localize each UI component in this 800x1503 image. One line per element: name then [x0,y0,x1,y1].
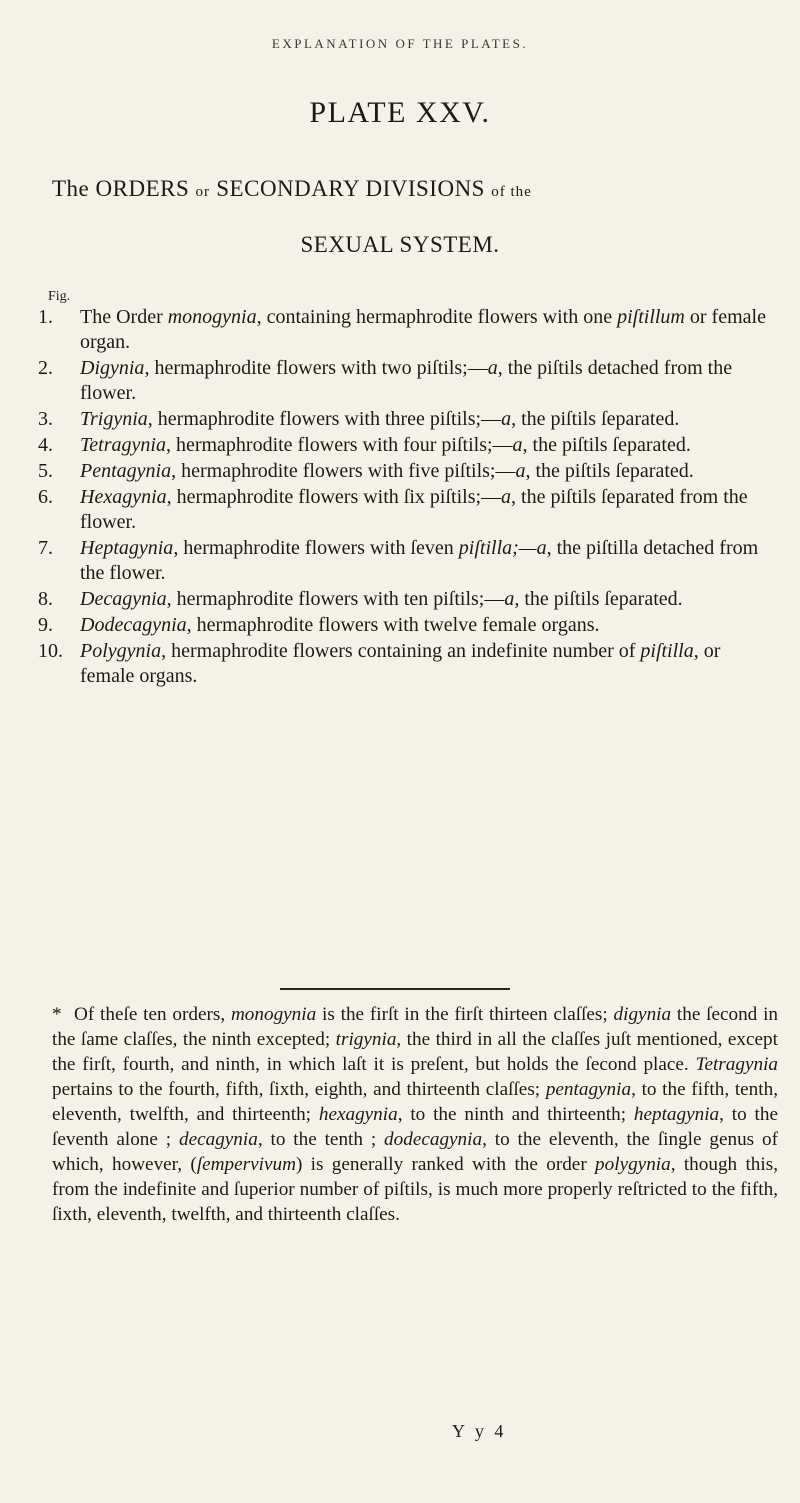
entry-number: 1. [38,306,53,328]
footnote: * Of theſe ten orders, monogynia is the firſt in the firſt thirteen claſſes; digynia the ſecond in the ſame claſſes, the ninth excepted; trigynia, the third in all the claſſes juſt mentioned, except the firſt, fourth, and ninth, in which laſt it is preſent, but holds the ſecond place. Tetragynia pertains to the fourth, fifth, ſixth, eighth, and thirteenth claſſes; pentagynia, to the fifth, tenth, eleventh, twelfth, and thirteenth; hexagynia, to the ninth and thirteenth; heptagynia, to the ſeventh alone ; decagynia, to the tenth ; dodecagynia, to the eleventh, the ſingle genus of which, however, (ſempervivum) is generally ranked with the order polygynia, though this, from the indefinite and ſuperior number of piſtils, is much more properly reſtricted to the fifth, ſixth, eleventh, twelfth, and thirteenth claſſes. [52,1004,779,1225]
entry-number: 9. [38,614,53,636]
section-heading-line-2: SEXUAL SYSTEM. [300,232,500,257]
entry-number: 7. [38,537,53,559]
entry-number: 4. [38,434,53,456]
figure-entry-2: 2. Digynia, hermaphrodite flowers with two piſtils;—a, the piſtils detached from the flower. [38,357,733,404]
figure-entry-1: 1. The Order monogynia, containing hermaphrodite flowers with one piſtillum or female organ. [38,306,766,353]
figure-entry-7: 7. Heptagynia, hermaphrodite flowers with ſeven piſtilla;—a, the piſtilla detached from the flower. [38,537,759,584]
section-heading-line-1 [52,176,772,202]
fig-label: Fig. [48,289,71,304]
figure-entry-3: 3. Trigynia, hermaphrodite flowers with three piſtils;—a, the piſtils ſeparated. [38,408,680,430]
heading-word-of-the: of the [491,184,532,200]
footnote-marker: * [52,1004,62,1025]
figure-entry-8: 8. Decagynia, hermaphrodite flowers with ten piſtils;—a, the piſtils ſeparated. [38,588,683,610]
figure-entry-6: 6. Hexagynia, hermaphrodite flowers with ſix piſtils;—a, the piſtils ſeparated from the flower. [38,486,748,533]
entry-number: 3. [38,408,53,430]
entry-number: 2. [38,357,53,379]
heading-word-orders: ORDERS [95,176,190,201]
heading-word-the: The [52,176,90,201]
signature-mark: Y y 4 [452,1421,507,1441]
plate-title: PLATE XXV. [309,96,491,129]
figure-entry-5: 5. Pentagynia, hermaphrodite flowers with five piſtils;—a, the piſtils ſeparated. [38,460,694,482]
figure-entries [38,305,778,690]
entry-number: 5. [38,460,53,482]
figure-entry-9: 9. Dodecagynia, hermaphrodite flowers with twelve female organs. [38,614,600,636]
running-head: EXPLANATION OF THE PLATES. [271,36,529,51]
entry-number: 10. [38,640,63,662]
entry-number: 8. [38,588,53,610]
figure-entry-4: 4. Tetragynia, hermaphrodite flowers with four piſtils;—a, the piſtils ſeparated. [38,434,691,456]
figure-entry-10: 10. Polygynia, hermaphrodite flowers containing an indefinite number of piſtilla, or female organs. [38,640,721,687]
heading-word-secondary: SECONDARY DIVISIONS [216,176,485,201]
entry-number: 6. [38,486,53,508]
divider-rule [280,988,510,990]
heading-word-or: or [195,184,211,200]
